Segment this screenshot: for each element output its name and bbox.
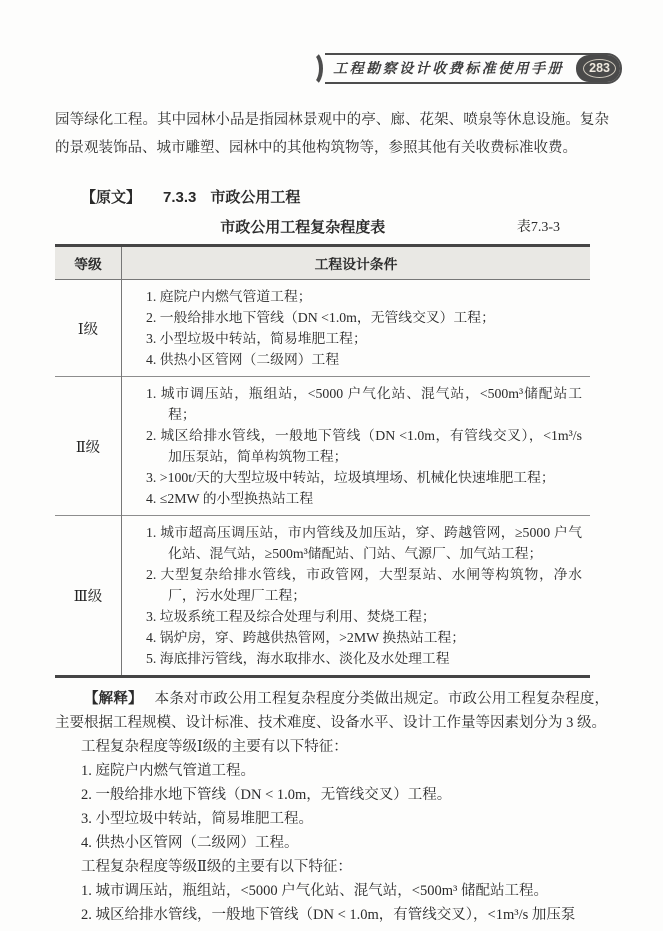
page-content (55, 0, 609, 927)
condition-item: 5. 海底排污管线，海水取排水、淡化及水处理工程 (146, 651, 450, 666)
book-title: 工程勘察设计收费标准使用手册 (333, 62, 565, 77)
explanation-item: 1. 庭院户内燃气管道工程。 (81, 763, 255, 779)
grade1-heading: 工程复杂程度等级Ⅰ级的主要有以下特征： (81, 739, 348, 755)
table-row-grade2 (55, 377, 590, 516)
explanation-intro-text: 本条对市政公用工程复杂程度分类做出规定。市政公用工程复杂程度，主要根据工程规模、设计标准、技术难度、设备水平、设计工作量等因素划分为 3 级。 (55, 691, 610, 731)
complexity-table (55, 244, 590, 678)
table-row-grade1 (55, 280, 590, 377)
condition-item: 4. ≤2MW 的小型换热站工程 (146, 491, 314, 506)
section-number: 7.3.3 (163, 189, 197, 206)
condition-item: 1. 城市超高压调压站，市内管线及加压站，穿、跨越管网，≥5000 户气化站、混气站，≥500m³储配站、门站、气源厂、加气站工程； (146, 525, 582, 561)
condition-item: 4. 供热小区管网（二级网）工程 (146, 352, 340, 367)
condition-item: 3. 小型垃圾中转站，简易堆肥工程； (146, 331, 367, 346)
condition-item: 2. 大型复杂给排水管线，市政管网，大型泵站、水闸等构筑物，净水厂，污水处理厂工程； (146, 567, 582, 603)
table-row-grade3 (55, 516, 590, 677)
original-heading (55, 186, 609, 207)
page-number: 283 (583, 59, 616, 78)
explanation-intro (55, 687, 609, 735)
table-title: 市政公用工程复杂程度表 (220, 219, 386, 236)
condition-item: 4. 锅炉房，穿、跨越供热管网，>2MW 换热站工程； (146, 630, 466, 645)
section-title: 市政公用工程 (210, 189, 301, 206)
explanation-item: 2. 城区给排水管线，一般地下管线（DN < 1.0m，有管线交叉），<1m³/s 加压泵 (81, 907, 576, 923)
condition-item: 3. 垃圾系统工程及综合处理与利用、焚烧工程； (146, 609, 436, 624)
condition-item: 1. 城市调压站，瓶组站，<5000 户气化站、混气站，<500m³储配站工程； (146, 386, 582, 422)
grade2-heading: 工程复杂程度等级Ⅱ级的主要有以下特征： (81, 859, 352, 875)
table-caption (55, 216, 590, 240)
condition-item: 2. 一般给排水地下管线（DN <1.0m，无管线交叉）工程； (146, 310, 495, 325)
grade-label: Ⅰ级 (55, 280, 122, 377)
table-header-row (55, 246, 590, 280)
explanation-item: 1. 城市调压站，瓶组站，<5000 户气化站、混气站，<500m³ 储配站工程。 (81, 883, 548, 899)
condition-item: 1. 庭院户内燃气管道工程； (146, 289, 312, 304)
explanation-item: 4. 供热小区管网（二级网）工程。 (81, 835, 299, 851)
condition-item: 3. >100t/天的大型垃圾中转站，垃圾填埋场、机械化快速堆肥工程； (146, 470, 555, 485)
conditions-cell (122, 516, 591, 677)
column-header-conditions: 工程设计条件 (122, 246, 591, 280)
explanation-section (55, 687, 609, 927)
table-number: 表7.3-3 (516, 220, 560, 235)
explanation-label: 【解释】 (84, 691, 143, 707)
original-label: 【原文】 (81, 189, 142, 206)
condition-item: 2. 城区给排水管线，一般地下管线（DN <1.0m，有管线交叉），<1m³/s 加压泵站，简单构筑物工程； (146, 428, 582, 464)
column-header-grade: 等级 (55, 246, 122, 280)
conditions-cell (122, 280, 591, 377)
grade-label: Ⅲ级 (55, 516, 122, 677)
conditions-cell (122, 377, 591, 516)
explanation-item: 2. 一般给排水地下管线（DN < 1.0m，无管线交叉）工程。 (81, 787, 452, 803)
grade-label: Ⅱ级 (55, 377, 122, 516)
explanation-item: 3. 小型垃圾中转站，简易堆肥工程。 (81, 811, 313, 827)
intro-paragraph: 园等绿化工程。其中园林小品是指园林景观中的亭、廊、花架、喷泉等休息设施。复杂的景观装饰品、城市雕塑、园林中的其他构筑物等，参照其他有关收费标准收费。 (55, 112, 609, 156)
